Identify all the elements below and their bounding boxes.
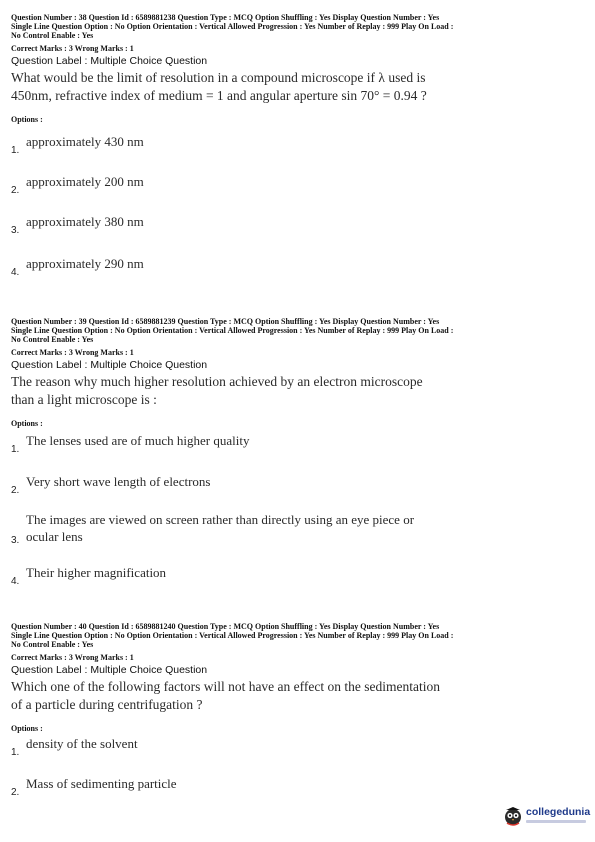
owl-mascot-icon	[503, 806, 523, 826]
question-text-line: of a particle during centrifugation ?	[11, 697, 203, 712]
question-meta-line: Question Number : 40 Question Id : 6589881240 Question Type : MCQ Option Shuffling : Yes Display Question Number : Yes	[11, 622, 440, 631]
option-number: 3.	[11, 535, 20, 546]
question-text-line: Which one of the following factors will not have an effect on the sedimentation	[11, 679, 440, 694]
option-text: Mass of sedimenting particle	[26, 776, 177, 791]
option-number: 2.	[11, 485, 20, 496]
option-text: The lenses used are of much higher quality	[26, 433, 250, 448]
option-number: 3.	[11, 225, 20, 236]
option-item[interactable]	[11, 775, 411, 801]
option-number: 4.	[11, 267, 20, 278]
options-heading: Options :	[11, 724, 43, 733]
option-number: 1.	[11, 747, 20, 758]
option-text: density of the solvent	[26, 736, 138, 751]
option-item[interactable]	[11, 564, 491, 590]
options-heading: Options :	[11, 419, 43, 428]
marks-line: Correct Marks : 3 Wrong Marks : 1	[11, 348, 134, 357]
option-item[interactable]	[11, 511, 571, 551]
question-label: Question Label : Multiple Choice Question	[11, 55, 208, 67]
option-item[interactable]	[11, 735, 411, 761]
question-text	[11, 678, 583, 714]
option-number: 2.	[11, 185, 20, 196]
question-text-line: 450nm, refractive index of medium = 1 and angular aperture sin 70° = 0.94 ?	[11, 88, 427, 103]
question-meta-line: No Control Enable : Yes	[11, 31, 94, 40]
option-item[interactable]	[11, 133, 411, 159]
logo-tagline-bar	[526, 820, 586, 823]
option-number: 4.	[11, 576, 20, 587]
question-text-line: than a light microscope is :	[11, 392, 157, 407]
question-text	[11, 373, 583, 409]
option-number: 1.	[11, 145, 20, 156]
options-heading: Options :	[11, 115, 43, 124]
option-text: approximately 200 nm	[26, 174, 144, 189]
question-meta-line: No Control Enable : Yes	[11, 335, 94, 344]
option-item[interactable]	[11, 473, 491, 499]
question-meta-line: Question Number : 38 Question Id : 6589881238 Question Type : MCQ Option Shuffling : Yes Display Question Number : Yes	[11, 13, 440, 22]
option-text-continued: ocular lens	[26, 529, 83, 544]
marks-line: Correct Marks : 3 Wrong Marks : 1	[11, 44, 134, 53]
option-item[interactable]	[11, 255, 411, 281]
question-40	[11, 622, 583, 734]
option-text: The images are viewed on screen rather than directly using an eye piece or	[26, 512, 415, 527]
question-text-line: The reason why much higher resolution achieved by an electron microscope	[11, 374, 423, 389]
question-label: Question Label : Multiple Choice Question	[11, 359, 208, 371]
option-text: approximately 380 nm	[26, 214, 144, 229]
question-39	[11, 317, 583, 429]
logo-text: collegedunia	[526, 806, 591, 818]
question-meta-line: Question Number : 39 Question Id : 6589881239 Question Type : MCQ Option Shuffling : Yes Display Question Number : Yes	[11, 317, 440, 326]
option-text: Very short wave length of electrons	[26, 474, 211, 489]
option-number: 2.	[11, 787, 20, 798]
option-text: approximately 290 nm	[26, 256, 144, 271]
marks-line: Correct Marks : 3 Wrong Marks : 1	[11, 653, 134, 662]
option-item[interactable]	[11, 432, 491, 458]
question-38	[11, 13, 583, 125]
option-text: approximately 430 nm	[26, 134, 144, 149]
question-meta-line: Single Line Question Option : No Option Orientation : Vertical Allowed Progression : Yes Number of Replay : 999 Play On Load :	[11, 326, 454, 335]
question-label: Question Label : Multiple Choice Question	[11, 664, 208, 676]
collegedunia-logo	[503, 800, 591, 832]
option-item[interactable]	[11, 213, 411, 239]
option-number: 1.	[11, 444, 20, 455]
question-text	[11, 69, 583, 105]
option-item[interactable]	[11, 173, 411, 199]
question-meta-line: Single Line Question Option : No Option Orientation : Vertical Allowed Progression : Yes Number of Replay : 999 Play On Load :	[11, 631, 454, 640]
question-meta-line: Single Line Question Option : No Option Orientation : Vertical Allowed Progression : Yes Number of Replay : 999 Play On Load :	[11, 22, 454, 31]
question-meta-line: No Control Enable : Yes	[11, 640, 94, 649]
option-text: Their higher magnification	[26, 565, 167, 580]
question-text-line: What would be the limit of resolution in a compound microscope if λ used is	[11, 70, 426, 85]
